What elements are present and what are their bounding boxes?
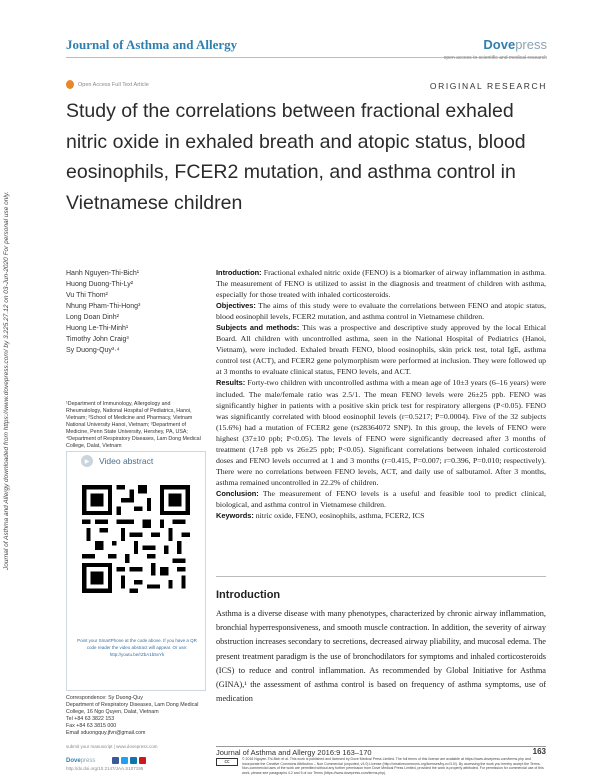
author[interactable]: Hanh Nguyen-Thi-Bich¹ [66, 270, 140, 277]
introduction-heading: Introduction [216, 589, 281, 601]
creative-commons-icon[interactable]: cc [216, 758, 238, 766]
correspondence [66, 695, 206, 737]
author[interactable]: Huong Duong-Thi-Ly² [66, 281, 134, 288]
video-abstract-label: Video abstract [99, 456, 154, 466]
affiliations: ¹Department of Immunology, Allergology and Rheumatology, National Hospital of Pediatrics, Hanoi, Vietnam; ²School of Medicine and Pharmacy, Vietnam National University Hanoi, Vietnam; ³Department of Medicine, Penn State University, Hershey, PA, USA; ⁴Department of Respiratory Diseases, Lam Dong Medical College, Dalat, Vietnam [66, 401, 201, 449]
footer-divider [216, 746, 546, 747]
abstract-introduction: Introduction: Fractional exhaled nitric oxide (FENO) is a biomarker of airway inflammation in asthma. The measurement of FENO is utilized to assist in the diagnosis and treatment of children with asthma, especially for those treated with inhaled corticosteroids. [216, 268, 546, 300]
publisher-logo-main: Dove [483, 37, 516, 52]
open-access-icon [66, 80, 74, 89]
abstract-conclusion: Conclusion: The measurement of FENO levels is a useful and feasible tool to predict clinical, biological, and asthma control in Vietnamese children. [216, 488, 546, 509]
abstract [216, 267, 546, 521]
download-side-note-text: Journal of Asthma and Allergy downloaded from https://www.dovepress.com/ by 3.225.27.12 on 03-Jun-2020 For personal use only. [3, 191, 10, 570]
author[interactable]: Vu Thi Thom² [66, 292, 108, 299]
doi-link[interactable]: http://dx.doi.org/10.2147/JAA.S107195 [66, 766, 144, 771]
linkedin-icon[interactable] [130, 757, 137, 764]
submit-manuscript-link[interactable]: submit your manuscript | www.dovepress.com [66, 744, 158, 749]
publisher-logo [483, 37, 547, 52]
author-list [66, 268, 206, 356]
youtube-icon[interactable] [139, 757, 146, 764]
abstract-objectives: Objectives: The aims of this study were to evaluate the correlations between FENO and atopic status, blood eosinophil levels, FCER2 mutation, and asthma control in Vietnamese children. [216, 301, 546, 322]
footer-citation: Journal of Asthma and Allergy 2016:9 163–170 [216, 748, 372, 757]
journal-name: Journal of Asthma and Allergy [66, 37, 238, 52]
twitter-icon[interactable] [121, 757, 128, 764]
author[interactable]: Sy Duong-Quy³·⁴ [66, 347, 120, 354]
correspondence-text: Correspondence: Sy Duong-Quy Department of Respiratory Diseases, Lam Dong Medical College, 16 Ngo Quyen, Dalat, Vietnam Tel +84 63 3822 153 Fax +84 63 3815 000 Email sduongquy.jfvn@gmail.com [66, 695, 199, 736]
qr-code[interactable] [82, 485, 190, 593]
author[interactable]: Nhung Pham-Thi-Hong³ [66, 303, 141, 310]
open-access-label: Open Access Full Text Article [78, 81, 149, 88]
open-access-badge [66, 80, 149, 89]
author[interactable]: Huong Le-Thi-Minh¹ [66, 325, 129, 332]
article-title: Study of the correlations between fractional exhaled nitric oxide in exhaled breath and atopic status, blood eosinophils, FCER2 mutation, and asthma control in Vietnamese children [66, 100, 526, 214]
page-number: 163 [532, 747, 546, 756]
author[interactable]: Long Doan Dinh² [66, 314, 119, 321]
video-abstract-header[interactable] [67, 452, 205, 470]
section-label: ORIGINAL RESEARCH [429, 81, 547, 91]
footer-publisher-logo: Dovepress [66, 758, 96, 764]
abstract-methods: Subjects and methods: This was a prospective and descriptive study approved by the local Ethical Board. All children with uncontrolled asthma, seen in the National Hospital of Pediatrics (Hanoi, Vietnam), were included. Exhaled breath FENO, blood eosinophils, skin prick test, total IgE, asthma control test (ACT), and FCER2 gene polymorphism were performed at inclusion. They were followed up at 3 months to evaluate clinical status, FENO levels, and ACT. [216, 323, 546, 377]
author[interactable]: Timothy John Craig³ [66, 336, 129, 343]
play-icon[interactable]: ▶ [81, 455, 93, 467]
introduction-body: Asthma is a diverse disease with many phenotypes, characterized by chronic airway inflammation, bronchial hyperresponsiveness, and smooth muscle contraction. In addition, the severity of airway obstruction increases secondary to secretions, decreased airway pliability, and mucosal edema. The present treatment paradigm is the use of bronchodilators for symptoms and inhaled corticosteroids (ICS) to reduce and control inflammation. As recommended by Global Initiative for Asthma (GINA),¹ the assessment of asthma control is based on frequency of asthma symptoms, use of medication [216, 609, 546, 704]
publisher-logo-suffix: press [515, 37, 547, 52]
facebook-icon[interactable] [112, 757, 119, 764]
copyright-notice: © 2016 Nguyen-Thi-Bich et al. This work is published and licensed by Dove Medical Press Limited. The full terms of this license are available at https://www.dovepress.com/terms.php and incorporate the Creative Commons Attribution – Non Commercial (unported, v3.0) License (http://creativecommons.org/licenses/by-nc/3.0/). By accessing the work you hereby accept the Terms. Non-commercial uses of the work are permitted without any further permission from Dove Medical Press Limited, provided the work is properly attributed. For permission for commercial use of this work, please see paragraphs 4.2 and 5 of our Terms (https://www.dovepress.com/terms.php). [242, 757, 544, 775]
abstract-results: Results: Forty-two children with uncontrolled asthma with a mean age of 10±3 years (6–16 years) were included. The male/female ratio was 2.5/1. The mean FENO levels were 26±25 ppb. FENO was significantly higher in patients with a positive skin prick test for respiratory allergens (P<0.05). FENO was significantly correlated with blood eosinophil levels (r=0.5217; P=0.0004). Five of the 32 subjects (15.6%) had a mutation of FCER2 gene (rs28364072 SNP). In this group, the levels of FENO were highest (37±10 ppb; P<0.05). The levels of FENO were significantly decreased after 3 months of treatment (17±8 ppb vs 26±25 ppb; P<0.05). Significant correlations between inhaled corticosteroid doses and FENO levels occurred at 1 and 3 months (r=0.415, P=0.007; r=0.396, P=0.010; respectively). There were no correlations between FENO levels, ACT, and daily use of salbutamol. After 3 months, asthma remained uncontrolled in 22.2% of children. [216, 378, 546, 487]
abstract-divider [216, 576, 546, 577]
video-abstract-caption[interactable]: Point your SmartPhone at the code above. If you have a QR code reader the video abstract will appear. Or use: http://youtu.be/rZbA1b5xYk [77, 638, 197, 657]
publisher-tagline: open access to scientific and medical research [443, 55, 547, 61]
video-abstract-box[interactable] [66, 451, 206, 691]
social-icons [112, 757, 146, 764]
download-side-note [2, 150, 32, 570]
abstract-keywords: Keywords: nitric oxide, FENO, eosinophils, asthma, FCER2, ICS [216, 511, 425, 521]
